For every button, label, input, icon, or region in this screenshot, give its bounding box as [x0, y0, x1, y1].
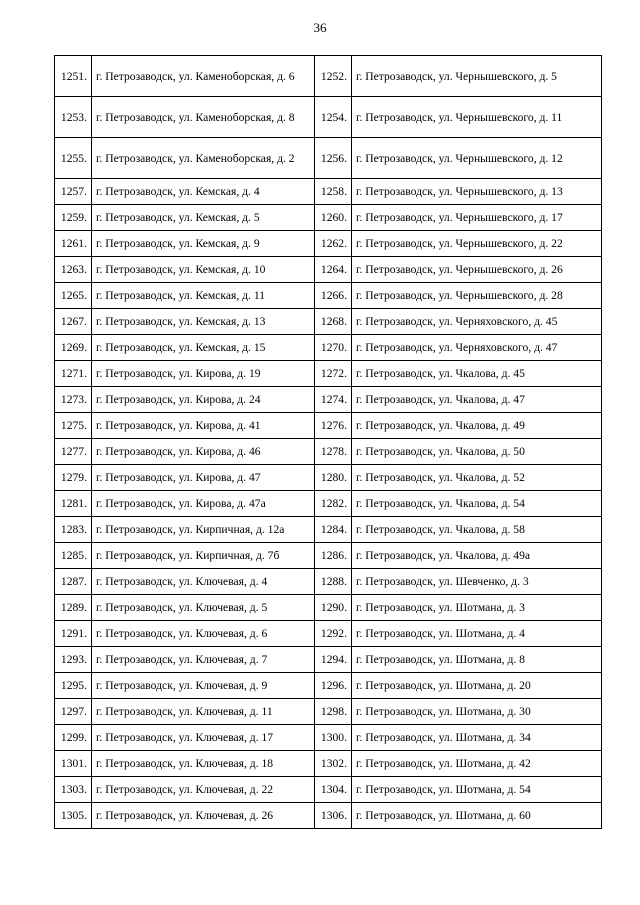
- row-number-cell: 1270.: [315, 335, 352, 361]
- row-number-cell: 1303.: [55, 777, 92, 803]
- row-number-cell: 1275.: [55, 413, 92, 439]
- address-cell: г. Петрозаводск, ул. Чкалова, д. 49: [352, 413, 602, 439]
- table-row: [55, 569, 602, 595]
- address-cell: г. Петрозаводск, ул. Кирова, д. 19: [92, 361, 315, 387]
- row-number-cell: 1259.: [55, 205, 92, 231]
- address-cell: г. Петрозаводск, ул. Каменоборская, д. 8: [92, 97, 315, 138]
- row-number-cell: 1293.: [55, 647, 92, 673]
- row-number-cell: 1280.: [315, 465, 352, 491]
- address-cell: г. Петрозаводск, ул. Кемская, д. 15: [92, 335, 315, 361]
- address-cell: г. Петрозаводск, ул. Чкалова, д. 58: [352, 517, 602, 543]
- row-number-cell: 1251.: [55, 56, 92, 97]
- row-number-cell: 1291.: [55, 621, 92, 647]
- address-cell: г. Петрозаводск, ул. Шотмана, д. 34: [352, 725, 602, 751]
- row-number-cell: 1299.: [55, 725, 92, 751]
- row-number-cell: 1304.: [315, 777, 352, 803]
- address-cell: г. Петрозаводск, ул. Каменоборская, д. 6: [92, 56, 315, 97]
- row-number-cell: 1271.: [55, 361, 92, 387]
- address-cell: г. Петрозаводск, ул. Шотмана, д. 30: [352, 699, 602, 725]
- row-number-cell: 1306.: [315, 803, 352, 829]
- row-number-cell: 1302.: [315, 751, 352, 777]
- row-number-cell: 1284.: [315, 517, 352, 543]
- address-cell: г. Петрозаводск, ул. Кемская, д. 4: [92, 179, 315, 205]
- address-cell: г. Петрозаводск, ул. Кемская, д. 13: [92, 309, 315, 335]
- address-cell: г. Петрозаводск, ул. Кирпичная, д. 12а: [92, 517, 315, 543]
- address-cell: г. Петрозаводск, ул. Чернышевского, д. 12: [352, 138, 602, 179]
- table-row: [55, 387, 602, 413]
- address-cell: г. Петрозаводск, ул. Чкалова, д. 47: [352, 387, 602, 413]
- row-number-cell: 1269.: [55, 335, 92, 361]
- row-number-cell: 1254.: [315, 97, 352, 138]
- table-row: [55, 725, 602, 751]
- row-number-cell: 1273.: [55, 387, 92, 413]
- page-number: 36: [313, 20, 327, 35]
- row-number-cell: 1266.: [315, 283, 352, 309]
- table-row: [55, 335, 602, 361]
- address-cell: г. Петрозаводск, ул. Ключевая, д. 18: [92, 751, 315, 777]
- row-number-cell: 1281.: [55, 491, 92, 517]
- row-number-cell: 1301.: [55, 751, 92, 777]
- address-cell: г. Петрозаводск, ул. Шотмана, д. 8: [352, 647, 602, 673]
- row-number-cell: 1252.: [315, 56, 352, 97]
- row-number-cell: 1255.: [55, 138, 92, 179]
- address-cell: г. Петрозаводск, ул. Ключевая, д. 5: [92, 595, 315, 621]
- address-cell: г. Петрозаводск, ул. Чкалова, д. 54: [352, 491, 602, 517]
- address-cell: г. Петрозаводск, ул. Каменоборская, д. 2: [92, 138, 315, 179]
- address-table: [54, 55, 602, 829]
- address-cell: г. Петрозаводск, ул. Ключевая, д. 26: [92, 803, 315, 829]
- address-cell: г. Петрозаводск, ул. Чкалова, д. 45: [352, 361, 602, 387]
- row-number-cell: 1268.: [315, 309, 352, 335]
- table-row: [55, 231, 602, 257]
- table-row: [55, 56, 602, 97]
- address-cell: г. Петрозаводск, ул. Кирова, д. 46: [92, 439, 315, 465]
- address-cell: г. Петрозаводск, ул. Чернышевского, д. 17: [352, 205, 602, 231]
- address-cell: г. Петрозаводск, ул. Ключевая, д. 22: [92, 777, 315, 803]
- table-row: [55, 647, 602, 673]
- table-row: [55, 699, 602, 725]
- row-number-cell: 1296.: [315, 673, 352, 699]
- row-number-cell: 1285.: [55, 543, 92, 569]
- table-row: [55, 673, 602, 699]
- table-row: [55, 138, 602, 179]
- table-row: [55, 465, 602, 491]
- row-number-cell: 1262.: [315, 231, 352, 257]
- address-cell: г. Петрозаводск, ул. Ключевая, д. 9: [92, 673, 315, 699]
- row-number-cell: 1256.: [315, 138, 352, 179]
- table-row: [55, 205, 602, 231]
- table-row: [55, 439, 602, 465]
- address-cell: г. Петрозаводск, ул. Чернышевского, д. 28: [352, 283, 602, 309]
- row-number-cell: 1282.: [315, 491, 352, 517]
- table-row: [55, 543, 602, 569]
- address-cell: г. Петрозаводск, ул. Шотмана, д. 20: [352, 673, 602, 699]
- address-cell: г. Петрозаводск, ул. Шотмана, д. 42: [352, 751, 602, 777]
- address-cell: г. Петрозаводск, ул. Шотмана, д. 54: [352, 777, 602, 803]
- table-row: [55, 309, 602, 335]
- row-number-cell: 1265.: [55, 283, 92, 309]
- row-number-cell: 1263.: [55, 257, 92, 283]
- row-number-cell: 1278.: [315, 439, 352, 465]
- table-row: [55, 517, 602, 543]
- row-number-cell: 1276.: [315, 413, 352, 439]
- address-cell: г. Петрозаводск, ул. Чкалова, д. 49а: [352, 543, 602, 569]
- address-cell: г. Петрозаводск, ул. Кирова, д. 41: [92, 413, 315, 439]
- table-row: [55, 777, 602, 803]
- address-cell: г. Петрозаводск, ул. Шотмана, д. 60: [352, 803, 602, 829]
- address-cell: г. Петрозаводск, ул. Чернышевского, д. 13: [352, 179, 602, 205]
- row-number-cell: 1277.: [55, 439, 92, 465]
- row-number-cell: 1289.: [55, 595, 92, 621]
- row-number-cell: 1260.: [315, 205, 352, 231]
- address-cell: г. Петрозаводск, ул. Черняховского, д. 45: [352, 309, 602, 335]
- table-row: [55, 803, 602, 829]
- table-row: [55, 621, 602, 647]
- row-number-cell: 1272.: [315, 361, 352, 387]
- address-cell: г. Петрозаводск, ул. Шотмана, д. 4: [352, 621, 602, 647]
- address-cell: г. Петрозаводск, ул. Чкалова, д. 50: [352, 439, 602, 465]
- table-row: [55, 257, 602, 283]
- address-cell: г. Петрозаводск, ул. Чернышевского, д. 22: [352, 231, 602, 257]
- address-cell: г. Петрозаводск, ул. Шотмана, д. 3: [352, 595, 602, 621]
- address-cell: г. Петрозаводск, ул. Чкалова, д. 52: [352, 465, 602, 491]
- row-number-cell: 1257.: [55, 179, 92, 205]
- address-cell: г. Петрозаводск, ул. Чернышевского, д. 11: [352, 97, 602, 138]
- table-row: [55, 595, 602, 621]
- address-cell: г. Петрозаводск, ул. Чернышевского, д. 5: [352, 56, 602, 97]
- table-row: [55, 491, 602, 517]
- row-number-cell: 1286.: [315, 543, 352, 569]
- row-number-cell: 1258.: [315, 179, 352, 205]
- address-cell: г. Петрозаводск, ул. Кемская, д. 5: [92, 205, 315, 231]
- address-cell: г. Петрозаводск, ул. Ключевая, д. 7: [92, 647, 315, 673]
- row-number-cell: 1292.: [315, 621, 352, 647]
- table-row: [55, 361, 602, 387]
- table-row: [55, 283, 602, 309]
- row-number-cell: 1287.: [55, 569, 92, 595]
- address-cell: г. Петрозаводск, ул. Ключевая, д. 17: [92, 725, 315, 751]
- address-cell: г. Петрозаводск, ул. Кемская, д. 11: [92, 283, 315, 309]
- row-number-cell: 1253.: [55, 97, 92, 138]
- table-row: [55, 97, 602, 138]
- address-cell: г. Петрозаводск, ул. Кемская, д. 10: [92, 257, 315, 283]
- address-cell: г. Петрозаводск, ул. Кирова, д. 47: [92, 465, 315, 491]
- address-cell: г. Петрозаводск, ул. Кемская, д. 9: [92, 231, 315, 257]
- address-cell: г. Петрозаводск, ул. Шевченко, д. 3: [352, 569, 602, 595]
- table-row: [55, 751, 602, 777]
- row-number-cell: 1267.: [55, 309, 92, 335]
- address-cell: г. Петрозаводск, ул. Кирпичная, д. 7б: [92, 543, 315, 569]
- row-number-cell: 1264.: [315, 257, 352, 283]
- row-number-cell: 1274.: [315, 387, 352, 413]
- address-cell: г. Петрозаводск, ул. Чернышевского, д. 26: [352, 257, 602, 283]
- row-number-cell: 1288.: [315, 569, 352, 595]
- row-number-cell: 1279.: [55, 465, 92, 491]
- row-number-cell: 1300.: [315, 725, 352, 751]
- row-number-cell: 1290.: [315, 595, 352, 621]
- address-cell: г. Петрозаводск, ул. Ключевая, д. 6: [92, 621, 315, 647]
- address-cell: г. Петрозаводск, ул. Кирова, д. 24: [92, 387, 315, 413]
- table-row: [55, 179, 602, 205]
- row-number-cell: 1295.: [55, 673, 92, 699]
- address-cell: г. Петрозаводск, ул. Черняховского, д. 47: [352, 335, 602, 361]
- address-cell: г. Петрозаводск, ул. Ключевая, д. 11: [92, 699, 315, 725]
- row-number-cell: 1305.: [55, 803, 92, 829]
- address-cell: г. Петрозаводск, ул. Ключевая, д. 4: [92, 569, 315, 595]
- table-row: [55, 413, 602, 439]
- row-number-cell: 1294.: [315, 647, 352, 673]
- row-number-cell: 1283.: [55, 517, 92, 543]
- row-number-cell: 1297.: [55, 699, 92, 725]
- row-number-cell: 1261.: [55, 231, 92, 257]
- address-cell: г. Петрозаводск, ул. Кирова, д. 47а: [92, 491, 315, 517]
- row-number-cell: 1298.: [315, 699, 352, 725]
